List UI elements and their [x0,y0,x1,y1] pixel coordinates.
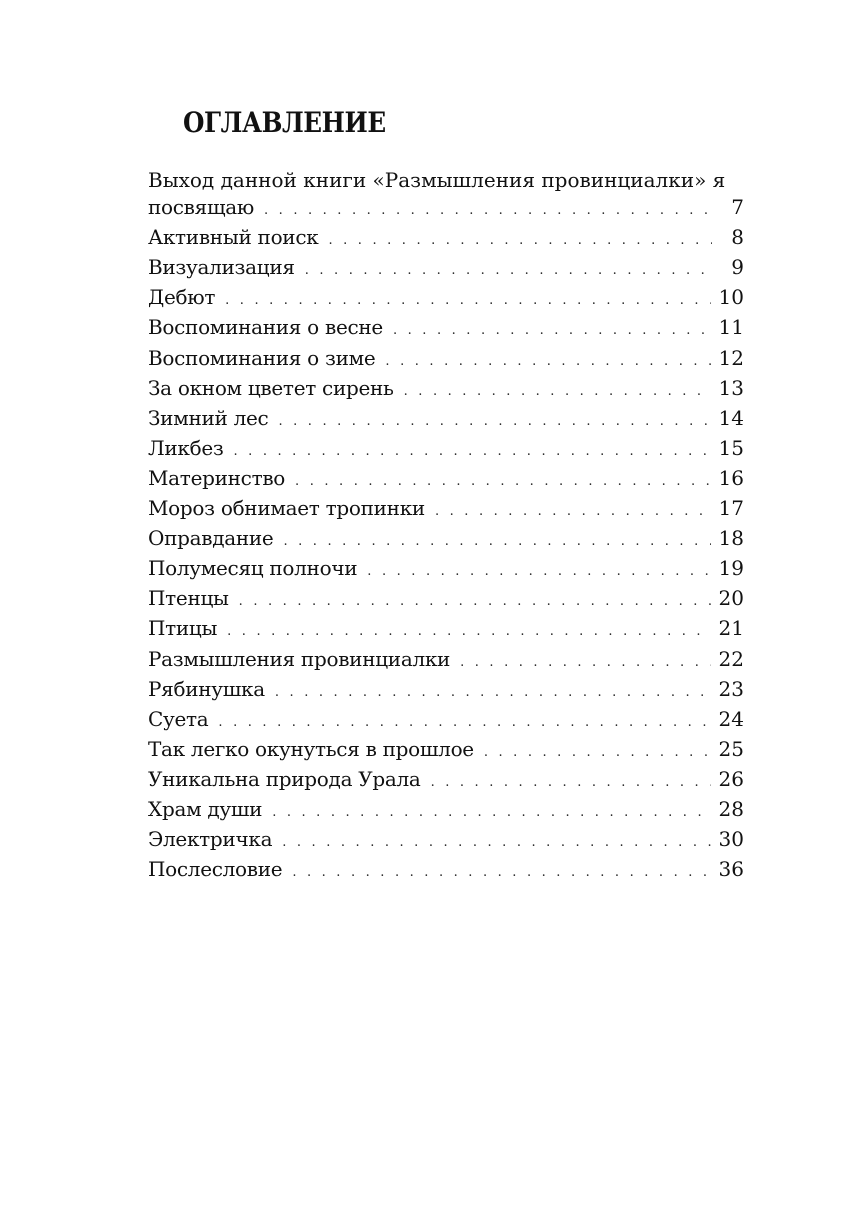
toc-page-number: 19 [718,556,744,581]
toc-entry[interactable] [148,345,744,375]
toc-page-number: 14 [718,405,744,430]
dot-leader [393,317,711,344]
toc-page-number: 16 [718,465,744,490]
toc-heading: ОГЛАВЛЕНИЕ [183,106,386,139]
toc-entry[interactable] [148,796,744,826]
dot-leader [264,197,712,224]
toc-entry-title: Полумесяц полночи [148,556,358,581]
dot-leader [278,408,710,435]
toc-page-number: 36 [718,857,744,882]
toc-entry[interactable] [148,615,744,645]
toc-page-number: 8 [731,225,744,250]
toc-entry[interactable] [148,375,744,405]
toc-entry-title: Рябинушка [148,676,265,701]
toc-entry-title: За окном цветет сирень [148,375,394,400]
toc-page-number: 25 [718,736,744,761]
toc-entry-title: Дебют [148,285,216,310]
toc-page-number: 12 [718,345,744,370]
dot-leader [305,257,712,284]
dot-leader [328,227,712,254]
toc-page-number: 18 [718,526,744,551]
dot-leader [283,528,710,555]
dot-leader [484,739,711,766]
toc-entry[interactable] [148,676,744,706]
toc-entry-title: Активный поиск [148,225,319,250]
toc-entry[interactable] [148,167,744,224]
dot-leader [275,679,711,706]
toc-entry[interactable] [148,224,744,254]
dot-leader [234,438,711,465]
toc-entry-title: Оправдание [148,526,274,551]
dot-leader [218,709,710,736]
toc-entry-title: Мороз обнимает тропинки [148,496,425,521]
dot-leader [460,649,710,676]
toc-page-number: 21 [718,616,744,641]
toc-entry-title: Размышления провинциалки [148,646,451,671]
toc-entry-title: Так легко окунуться в прошлое [148,736,474,761]
toc-entry[interactable] [148,405,744,435]
toc-page-number: 24 [718,706,744,731]
dot-leader [385,348,710,375]
dot-leader [435,498,711,525]
toc-page-number: 28 [718,796,744,821]
toc-entry-title-line1: Выход данной книги «Размышления провинциалки» я [148,168,726,192]
toc-entry[interactable] [148,525,744,555]
toc-entry-title: Уникальна природа Урала [148,766,421,791]
dot-leader [367,558,710,585]
toc-page-number: 10 [718,285,744,310]
toc-page-number: 22 [718,646,744,671]
toc-entry-title-line2: посвящаю [148,195,254,220]
toc-page-number: 26 [718,766,744,791]
toc-entry[interactable] [148,495,744,525]
toc-page-number: 15 [718,435,744,460]
toc-entry-title: Зимний лес [148,405,269,430]
toc-entry-title: Ликбез [148,435,224,460]
toc-entry[interactable] [148,435,744,465]
dot-leader [292,859,710,886]
dot-leader [272,799,710,826]
toc-entry-title: Визуализация [148,255,295,280]
toc-entry[interactable] [148,736,744,766]
toc-entry[interactable] [148,284,744,314]
toc-page-number: 23 [718,676,744,701]
toc-page-number: 11 [718,315,744,340]
toc-entry[interactable] [148,254,744,284]
table-of-contents [148,167,744,886]
toc-entry-title: Послесловие [148,857,283,882]
toc-entry-title: Электричка [148,827,273,852]
toc-entry-title: Воспоминания о весне [148,315,383,340]
toc-page-number: 30 [718,827,744,852]
dot-leader [239,588,711,615]
dot-leader [227,618,710,645]
toc-entry[interactable] [148,856,744,886]
toc-entry[interactable] [148,766,744,796]
toc-entry[interactable] [148,826,744,856]
toc-entry[interactable] [148,585,744,615]
toc-entry[interactable] [148,706,744,736]
toc-page-number: 20 [718,586,744,611]
toc-entry-title: Суета [148,706,209,731]
dot-leader [404,378,711,405]
toc-entry-title: Воспоминания о зиме [148,345,376,370]
dot-leader [225,287,710,314]
toc-page-number: 9 [731,255,744,280]
dot-leader [431,769,711,796]
toc-entry[interactable] [148,465,744,495]
dot-leader [295,468,711,495]
toc-page-number: 17 [718,496,744,521]
toc-page-number: 7 [731,195,744,220]
toc-entry[interactable] [148,314,744,344]
toc-entry-title: Птенцы [148,586,229,611]
dot-leader [282,829,710,856]
toc-entry[interactable] [148,646,744,676]
toc-entry-title: Храм души [148,796,263,821]
toc-page-number: 13 [718,375,744,400]
toc-entry[interactable] [148,555,744,585]
toc-entry-title: Материнство [148,465,286,490]
toc-entry-title: Птицы [148,616,218,641]
